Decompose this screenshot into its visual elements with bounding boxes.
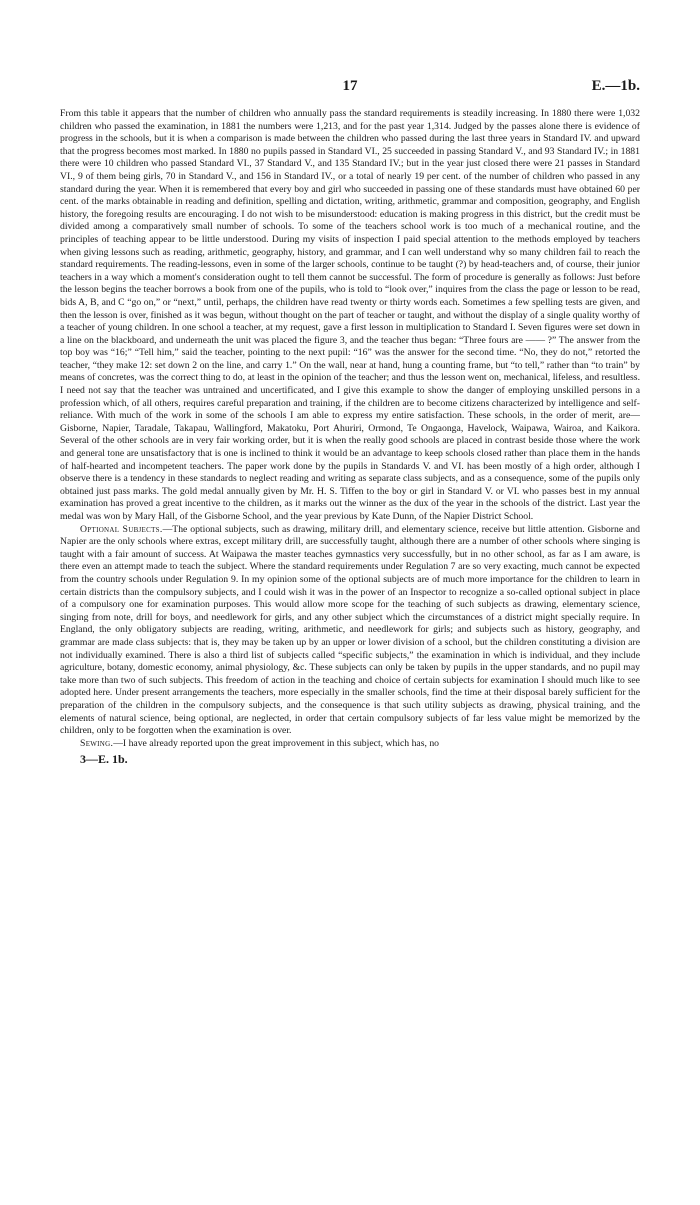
optional-subjects-text: —The optional subjects, such as drawing, military drill, and elementary science, receive but little attention. Gisborne and Napier are the only schools where extras, except military drill, are successfully taught, although there are a number of other schools where singing is taught with a fair amount of success. At Waipawa the master teaches gymnastics very successfully, but in no other school, as far as I am aware, is there even an attempt made to teach the subject. Where the standard requirements under Regulation 7 are so very exacting, much cannot be expected from the country schools under Regulation 9. In my opinion some of the optional subjects are of much more importance for the children to learn in certain districts than the compulsory subjects, and I could wish it was in the power of an Inspector to recognize a so-called optional subject in place of a compulsory one for examination purposes. This would allow more scope for the teaching of such subjects as drawing, elementary science, singing from note, drill for boys, and needlework for girls, and any other subject which the circumstances of a district might specially require. In England, the only obligatory subjects are reading, writing, arithmetic, and needlework for girls; and subjects such as history, geography, and grammar are made class subjects: that is, they may be taken up by an upper or lower division of a school, but the children constituting a division are not individually examined. There is also a third list of subjects called “specific subjects,” the examination in which is individual, and they include agriculture, botany, domestic economy, animal physiology, &c. These subjects can only be taken by pupils in the upper standards, and no pupil may take more than two of such subjects. This freedom of action in the teaching and choice of certain subjects for examination I should much like to see adopted here. Under present arrangements the teachers, more especially in the smaller schools, find the time at their disposal barely sufficient for the preparation of the children in the compulsory subjects, and the consequence is that such utility subjects as drawing, physical training, and the elements of natural science, being optional, are neglected, in order that certain compulsory subjects of far less value might be memorized by the children, only to be forgotten when the examination is over. — [60, 523, 640, 737]
paragraph-sewing — [60, 738, 640, 751]
printer-signature-mark: 3—E. 1b. — [80, 752, 128, 766]
document-reference: E.—1b. — [591, 78, 640, 94]
report-body — [60, 108, 640, 750]
paragraph-standards-progress: From this table it appears that the number of children who annually pass the standard requirements is steadily increasing. In 1880 there were 1,032 children who passed the examination, in 1881 the numbers were 1,213, and for the past year 1,314. Judged by the passes alone there is evidence of progress in the schools, but it is when a comparison is made between the children who passed during the last three years in Standard IV. and upward that the progress becomes most marked. In 1880 no pupils passed in Standard VI., 25 succeeded in passing Standard V., and 93 Standard IV.; in 1881 there were 10 children who passed Standard VI., 37 Standard V., and 135 Standard IV.; but in the year just closed there were 21 passes in Standard VI., 9 of them being girls, 70 in Standard V., and 156 in Standard IV., or a total of nearly 19 per cent. of the number of children who passed in any standard during the year. When it is remembered that every boy and girl who succeeded in passing one of these standards must have obtained 60 per cent. of the marks obtainable in reading and definition, spelling and dictation, writing, arithmetic, grammar and composition, geography, and English history, the foregoing results are encouraging. I do not wish to be misunderstood: education is making progress in this district, but the credit must be divided among a comparatively small number of schools. To some of the teachers school work is too much of a mechanical routine, and the principles of teaching appear to be little understood. During my visits of inspection I paid special attention to the methods employed by teachers when giving lessons such as reading, arithmetic, geography, history, and grammar, and I can well understand why so many children fail to reach the standard requirements. The reading-lessons, even in some of the larger schools, continue to be taught (?) by head-teachers and, of course, their junior teachers in a way which a moment's consideration ought to tell them cannot be successful. The form of procedure is generally as follows: Just before the lesson begins the teacher borrows a book from one of the pupils, who is told to “look over,” inquires from the class the page or lesson to be read, bids A, B, and C “go on,” or “next,” until, perhaps, the children have read twenty or thirty words each. Sometimes a few spelling tests are given, and then the lesson is over, finished as it was begun, without thought on the part of teacher or taught, and without the display of a single quality worthy of a teacher of young children. In one school a teacher, at my request, gave a first lesson in multiplication to Standard I. Seven figures were set down in a line on the blackboard, and underneath the unit was placed the figure 3, and the teacher thus began: “Three fours are —— ?” The answer from the top boy was “16;” “Tell him,” said the teacher, pointing to the next pupil: “16” was the answer for the second time. “No, they do not,” retorted the teacher, “they make 12: set down 2 on the line, and carry 1.” On the wall, near at hand, hung a counting frame, but “to tell,” rather than “to train” by means of concretes, was the correct thing to do, at least in the opinion of the teacher; and thus the lesson went on, mechanical, lifeless, and resultless. I need not say that the teacher was untrained and uncertificated, and I give this example to show the danger of employing unskilled persons in a profession which, of all others, requires careful preparation and training, if the children are to become citizens characterized by intelligence and self-reliance. With much of the work in some of the schools I am able to express my entire satisfaction. These schools, in the order of merit, are—Gisborne, Napier, Taradale, Takapau, Wallingford, Makatoku, Port Ahuriri, Ormond, Te Ongaonga, Havelock, Waipawa, Wairoa, and Kaikora. Several of the other schools are in very fair working order, but it is when the really good schools are placed in contrast beside those where the work and general tone are unsatisfactory that is one is inclined to think it would be an advantage to keep schools closed rather than place them in the hands of half-hearted and incompetent teachers. The paper work done by the pupils in Standards V. and VI. has been mostly of a high order, although I observe there is a tendency in these standards to neglect reading and writing as separate class subjects, and as a consequence, some of the pupils only obtained just pass marks. The gold medal annually given by Mr. H. S. Tiffen to the boy or girl in Standard V. or VI. who passes best in my annual examination has proved a great incentive to the children, as it marks out the winner as the dux of the year in the schools of the district. Last year the medal was won by Mary Hall, of the Gisborne School, and the year previous by Kate Dunn, of the Napier District School. — [60, 108, 640, 522]
optional-subjects-heading: Optional Subjects. — [80, 523, 163, 535]
paragraph-optional-subjects — [60, 524, 640, 738]
page-header — [60, 78, 640, 98]
sewing-text: —I have already reported upon the great improvement in this subject, which has, no — [113, 737, 440, 749]
page-number: 17 — [342, 78, 358, 94]
sewing-heading: Sewing. — [80, 737, 114, 749]
